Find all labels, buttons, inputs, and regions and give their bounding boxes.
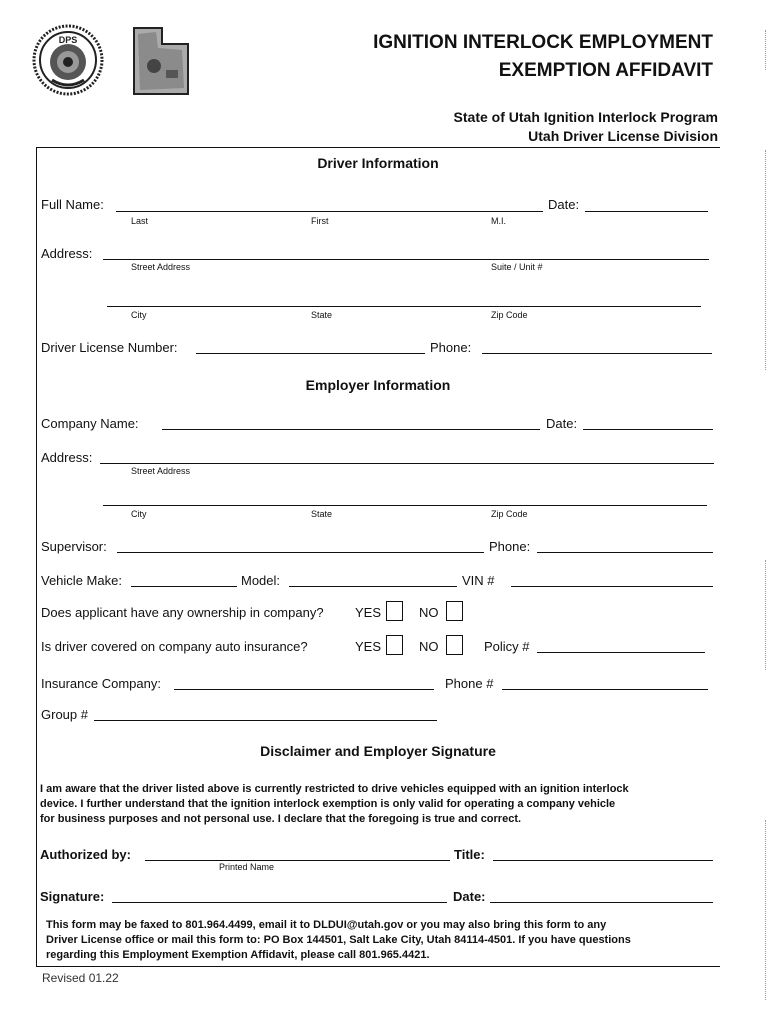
license-number-field[interactable]: [196, 353, 425, 354]
utah-state-shape-logo: [132, 26, 190, 96]
policy-number-label: Policy #: [484, 639, 530, 654]
full-name-label: Full Name:: [41, 197, 104, 212]
signature-date-field[interactable]: [490, 902, 713, 903]
printed-name-caption: Printed Name: [219, 862, 275, 872]
company-name-field[interactable]: [162, 429, 540, 430]
employer-date-label: Date:: [546, 416, 578, 431]
vehicle-make-field[interactable]: [131, 586, 237, 587]
supervisor-phone-label: Phone:: [489, 539, 531, 554]
form-frame-top: [36, 147, 720, 148]
full-name-field[interactable]: [116, 211, 543, 212]
signature-date-label: Date:: [453, 889, 486, 904]
insurance-phone-field[interactable]: [502, 689, 708, 690]
disclaimer-section-title: Disclaimer and Employer Signature: [260, 743, 496, 759]
driver-section-title: Driver Information: [317, 155, 439, 171]
scan-edge-mark: [765, 30, 766, 70]
employer-city-caption: City: [131, 509, 147, 519]
signature-field[interactable]: [112, 902, 447, 903]
vehicle-make-label: Vehicle Make:: [41, 573, 122, 588]
last-name-caption: Last: [131, 216, 149, 226]
division-name: Utah Driver License Division: [528, 128, 718, 144]
ownership-no-checkbox[interactable]: [446, 601, 463, 621]
middle-initial-caption: M.I.: [491, 216, 506, 226]
driver-city-caption: City: [131, 310, 147, 320]
driver-date-label: Date:: [548, 197, 580, 212]
signer-title-label: Title:: [454, 847, 485, 862]
ownership-question: Does applicant have any ownership in company?: [41, 605, 324, 620]
employer-street-caption: Street Address: [131, 466, 191, 476]
insured-no-label: NO: [419, 639, 439, 654]
insured-yes-label: YES: [355, 639, 382, 654]
submission-note-line2: Driver License office or mail this form to: PO Box 144501, Salt Lake City, Utah 84114-4501. If you have questions: [46, 934, 631, 946]
seal-lettering: DPS: [58, 35, 78, 45]
employer-city-state-zip-field[interactable]: [103, 505, 707, 506]
driver-date-field[interactable]: [585, 211, 708, 212]
signer-title-field[interactable]: [493, 860, 713, 861]
employer-zip-caption: Zip Code: [491, 509, 528, 519]
vin-field[interactable]: [511, 586, 713, 587]
employer-date-field[interactable]: [583, 429, 713, 430]
employer-state-caption: State: [311, 509, 333, 519]
ownership-yes-label: YES: [355, 605, 382, 620]
disclaimer-text-line1: I am aware that the driver listed above is currently restricted to drive vehicles equipped with an ignition interlock: [40, 783, 629, 795]
insurance-phone-label: Phone #: [445, 676, 494, 691]
form-frame-left: [36, 147, 37, 967]
insurance-question: Is driver covered on company auto insurance?: [41, 639, 308, 654]
driver-street-caption: Street Address: [131, 262, 191, 272]
ownership-no-label: NO: [419, 605, 439, 620]
group-number-label: Group #: [41, 707, 88, 722]
scan-edge-mark: [765, 150, 766, 370]
insured-yes-checkbox[interactable]: [386, 635, 403, 655]
driver-phone-label: Phone:: [430, 340, 472, 355]
driver-suite-caption: Suite / Unit #: [491, 262, 543, 272]
insured-no-checkbox[interactable]: [446, 635, 463, 655]
insurance-company-label: Insurance Company:: [41, 676, 161, 691]
program-name: State of Utah Ignition Interlock Program: [453, 109, 718, 125]
employer-address-label: Address:: [41, 450, 93, 465]
scan-edge-mark: [765, 820, 766, 1000]
supervisor-phone-field[interactable]: [537, 552, 713, 553]
dps-seal-logo: [32, 24, 104, 96]
supervisor-label: Supervisor:: [41, 539, 107, 554]
disclaimer-text-line3: for business purposes and not personal use. I declare that the foregoing is true and correct.: [40, 813, 522, 825]
policy-number-field[interactable]: [537, 652, 705, 653]
signature-label: Signature:: [40, 889, 105, 904]
license-number-label: Driver License Number:: [41, 340, 178, 355]
driver-state-caption: State: [311, 310, 333, 320]
driver-phone-field[interactable]: [482, 353, 712, 354]
first-name-caption: First: [311, 216, 329, 226]
submission-note-line3: regarding this Employment Exemption Affidavit, please call 801.965.4421.: [46, 949, 430, 961]
insurance-company-field[interactable]: [174, 689, 434, 690]
form-title-line1: IGNITION INTERLOCK EMPLOYMENT: [373, 32, 713, 53]
company-name-label: Company Name:: [41, 416, 139, 431]
ownership-yes-checkbox[interactable]: [386, 601, 403, 621]
driver-address-label: Address:: [41, 246, 93, 261]
employer-section-title: Employer Information: [305, 377, 451, 393]
supervisor-field[interactable]: [117, 552, 484, 553]
form-title-line2: EXEMPTION AFFIDAVIT: [498, 60, 713, 81]
submission-note-line1: This form may be faxed to 801.964.4499, email it to DLDUI@utah.gov or you may also bring this form to any: [46, 919, 607, 931]
revision-label: Revised 01.22: [42, 971, 119, 985]
driver-street-field[interactable]: [103, 259, 709, 260]
group-number-field[interactable]: [94, 720, 437, 721]
authorized-by-field[interactable]: [145, 860, 450, 861]
driver-zip-caption: Zip Code: [491, 310, 528, 320]
employer-street-field[interactable]: [100, 463, 714, 464]
driver-city-state-zip-field[interactable]: [107, 306, 701, 307]
vehicle-model-field[interactable]: [289, 586, 457, 587]
scan-edge-mark: [765, 560, 766, 670]
authorized-by-label: Authorized by:: [40, 847, 131, 862]
vin-label: VIN #: [462, 573, 495, 588]
form-frame-bottom: [36, 966, 720, 967]
disclaimer-text-line2: device. I further understand that the ignition interlock exemption is only valid for operating a company vehicle: [40, 798, 616, 810]
vehicle-model-label: Model:: [241, 573, 281, 588]
